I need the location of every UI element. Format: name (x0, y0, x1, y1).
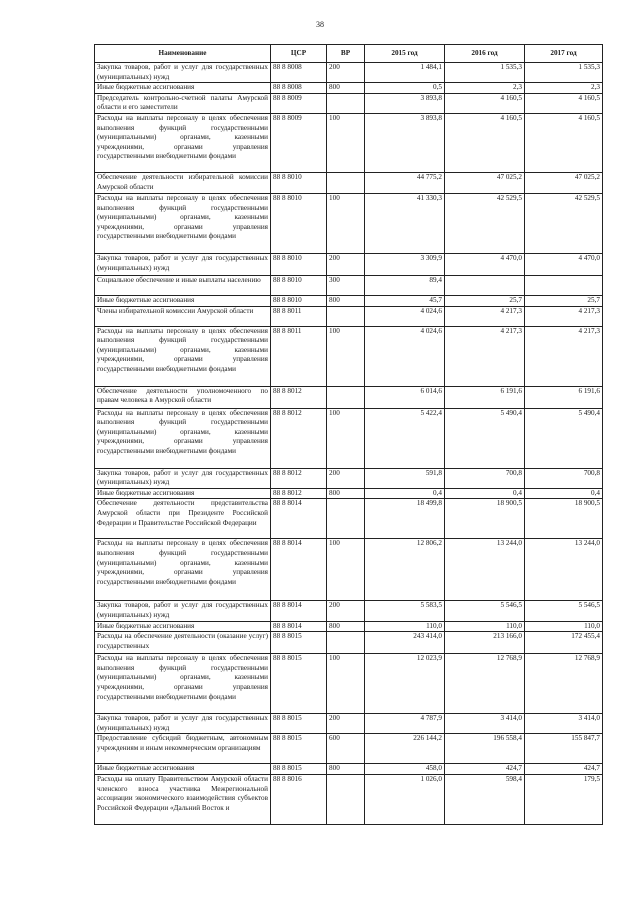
table-row (95, 632, 603, 654)
budget-table (94, 44, 603, 825)
row-2016: 13 244,0 (445, 539, 525, 601)
row-csr: 88 8 8015 (271, 714, 327, 734)
row-vr: 200 (327, 468, 365, 488)
row-vr (327, 632, 365, 654)
row-csr: 88 8 8010 (271, 275, 327, 295)
row-2017: 5 490,4 (525, 408, 603, 468)
row-name: Закупка товаров, работ и услуг для государственных (муниципальных) нужд (95, 601, 271, 621)
row-2016: 18 900,5 (445, 499, 525, 539)
row-2015: 12 023,9 (365, 654, 445, 714)
row-2015: 243 414,0 (365, 632, 445, 654)
row-vr (327, 386, 365, 408)
row-2017: 4 217,3 (525, 326, 603, 386)
table-row (95, 295, 603, 306)
row-name: Расходы на выплаты персоналу в целях обеспечения выполнения функций государственными (муниципальными) органами, казенными учреждениями, органами управления государственными внебюджетными фондами (95, 408, 271, 468)
row-2015: 41 330,3 (365, 193, 445, 253)
row-name: Обеспечение деятельности избирательной комиссии Амурской области (95, 172, 271, 193)
row-2015: 0,5 (365, 83, 445, 94)
row-2015: 5 583,5 (365, 601, 445, 621)
row-2016: 424,7 (445, 764, 525, 775)
table-row (95, 306, 603, 326)
row-2016: 0,4 (445, 488, 525, 499)
row-vr: 200 (327, 601, 365, 621)
table-row (95, 734, 603, 764)
row-2017: 47 025,2 (525, 172, 603, 193)
row-csr: 88 8 8012 (271, 468, 327, 488)
row-vr (327, 499, 365, 539)
row-vr: 100 (327, 654, 365, 714)
row-2017: 25,7 (525, 295, 603, 306)
row-2017: 6 191,6 (525, 386, 603, 408)
row-2016: 4 217,3 (445, 306, 525, 326)
table-row (95, 275, 603, 295)
row-2017: 1 535,3 (525, 63, 603, 83)
row-vr: 100 (327, 193, 365, 253)
row-name: Расходы на обеспечение деятельности (оказание услуг) государственных (95, 632, 271, 654)
table-row (95, 468, 603, 488)
row-name: Закупка товаров, работ и услуг для государственных (муниципальных) нужд (95, 468, 271, 488)
table-row (95, 654, 603, 714)
row-2016: 2,3 (445, 83, 525, 94)
row-2017: 700,8 (525, 468, 603, 488)
row-2017: 110,0 (525, 621, 603, 632)
row-csr: 88 8 8012 (271, 408, 327, 468)
row-2017: 2,3 (525, 83, 603, 94)
row-2017: 0,4 (525, 488, 603, 499)
row-vr: 200 (327, 253, 365, 275)
row-name: Расходы на выплаты персоналу в целях обеспечения выполнения функций государственными (муниципальными) органами, казенными учреждениями, органами управления государственными внебюджетными фондами (95, 326, 271, 386)
row-2015: 4 024,6 (365, 306, 445, 326)
row-csr: 88 8 8015 (271, 654, 327, 714)
page-number: 38 (316, 20, 324, 29)
row-name: Иные бюджетные ассигнования (95, 295, 271, 306)
row-csr: 88 8 8012 (271, 386, 327, 408)
header-2017: 2017 год (525, 45, 603, 63)
row-2015: 0,4 (365, 488, 445, 499)
row-2016: 6 191,6 (445, 386, 525, 408)
row-csr: 88 8 8014 (271, 621, 327, 632)
row-2015: 44 775,2 (365, 172, 445, 193)
table-row (95, 193, 603, 253)
row-2015: 3 893,8 (365, 113, 445, 172)
table-row (95, 93, 603, 113)
row-csr: 88 8 8010 (271, 295, 327, 306)
row-2015: 3 309,9 (365, 253, 445, 275)
row-vr: 100 (327, 326, 365, 386)
row-2016: 5 546,5 (445, 601, 525, 621)
row-2017: 155 847,7 (525, 734, 603, 764)
row-2016: 42 529,5 (445, 193, 525, 253)
row-vr: 100 (327, 539, 365, 601)
row-vr: 800 (327, 621, 365, 632)
row-name: Обеспечение деятельности уполномоченного по правам человека в Амурской области (95, 386, 271, 408)
row-name: Предоставление субсидий бюджетным, автономным учреждениям и иным некоммерческим организациям (95, 734, 271, 764)
table-row (95, 63, 603, 83)
row-vr: 200 (327, 63, 365, 83)
row-2016: 213 166,0 (445, 632, 525, 654)
row-name: Расходы на выплаты персоналу в целях обеспечения выполнения функций государственными (муниципальными) органами, казенными учреждениями, органами управления государственными внебюджетными фондами (95, 113, 271, 172)
row-vr: 800 (327, 83, 365, 94)
row-2015: 45,7 (365, 295, 445, 306)
row-name: Социальное обеспечение и иные выплаты населению (95, 275, 271, 295)
row-csr: 88 8 8010 (271, 253, 327, 275)
row-2017: 4 160,5 (525, 113, 603, 172)
table-row (95, 386, 603, 408)
table-header-row (95, 45, 603, 63)
row-2017: 424,7 (525, 764, 603, 775)
row-2017: 4 160,5 (525, 93, 603, 113)
header-csr: ЦСР (271, 45, 327, 63)
table-row (95, 714, 603, 734)
row-csr: 88 8 8011 (271, 326, 327, 386)
row-csr: 88 8 8011 (271, 306, 327, 326)
row-2015: 4 787,9 (365, 714, 445, 734)
row-vr (327, 172, 365, 193)
row-2015: 458,0 (365, 764, 445, 775)
row-vr (327, 774, 365, 824)
row-2015: 18 499,8 (365, 499, 445, 539)
row-csr: 88 8 8014 (271, 499, 327, 539)
row-2016 (445, 275, 525, 295)
row-name: Иные бюджетные ассигнования (95, 764, 271, 775)
row-2017: 3 414,0 (525, 714, 603, 734)
row-csr: 88 8 8008 (271, 63, 327, 83)
row-name: Расходы на оплату Правительством Амурской области членского взноса участника Межрегиональной ассоциации экономического взаимодействия субъектов Российской Федерации «Дальний Восток и (95, 774, 271, 824)
row-vr (327, 306, 365, 326)
row-2015: 591,8 (365, 468, 445, 488)
table-row (95, 326, 603, 386)
row-2016: 4 470,0 (445, 253, 525, 275)
row-2017: 4 217,3 (525, 306, 603, 326)
row-2015: 4 024,6 (365, 326, 445, 386)
row-name: Обеспечение деятельности представительства Амурской области при Президенте Российской Федерации и Правительстве Российской Федерации (95, 499, 271, 539)
row-name: Иные бюджетные ассигнования (95, 621, 271, 632)
row-name: Закупка товаров, работ и услуг для государственных (муниципальных) нужд (95, 63, 271, 83)
header-2016: 2016 год (445, 45, 525, 63)
row-2016: 4 217,3 (445, 326, 525, 386)
table-row (95, 621, 603, 632)
row-2015: 3 893,8 (365, 93, 445, 113)
table-row (95, 499, 603, 539)
row-csr: 88 8 8010 (271, 193, 327, 253)
row-vr (327, 93, 365, 113)
row-2015: 1 026,0 (365, 774, 445, 824)
row-2016: 47 025,2 (445, 172, 525, 193)
row-2016: 598,4 (445, 774, 525, 824)
row-name: Члены избирательной комиссии Амурской области (95, 306, 271, 326)
row-csr: 88 8 8015 (271, 632, 327, 654)
row-name: Закупка товаров, работ и услуг для государственных (муниципальных) нужд (95, 253, 271, 275)
row-2015: 226 144,2 (365, 734, 445, 764)
table-row (95, 774, 603, 824)
row-name: Иные бюджетные ассигнования (95, 83, 271, 94)
row-vr: 200 (327, 714, 365, 734)
table-row (95, 601, 603, 621)
row-2017: 42 529,5 (525, 193, 603, 253)
row-name: Расходы на выплаты персоналу в целях обеспечения выполнения функций государственными (муниципальными) органами, казенными учреждениями, органами управления государственными внебюджетными фондами (95, 654, 271, 714)
table-row (95, 539, 603, 601)
row-csr: 88 8 8014 (271, 539, 327, 601)
row-2016: 25,7 (445, 295, 525, 306)
row-2016: 700,8 (445, 468, 525, 488)
row-2016: 5 490,4 (445, 408, 525, 468)
table-row (95, 488, 603, 499)
header-2015: 2015 год (365, 45, 445, 63)
row-2015: 5 422,4 (365, 408, 445, 468)
row-2016: 110,0 (445, 621, 525, 632)
row-2015: 110,0 (365, 621, 445, 632)
row-2017: 18 900,5 (525, 499, 603, 539)
row-csr: 88 8 8016 (271, 774, 327, 824)
row-csr: 88 8 8009 (271, 93, 327, 113)
table-row (95, 253, 603, 275)
row-vr: 800 (327, 295, 365, 306)
row-2017: 179,5 (525, 774, 603, 824)
row-2016: 12 768,9 (445, 654, 525, 714)
table-row (95, 113, 603, 172)
row-2017 (525, 275, 603, 295)
row-2015: 1 484,1 (365, 63, 445, 83)
row-vr: 800 (327, 764, 365, 775)
row-2017: 12 768,9 (525, 654, 603, 714)
row-2017: 13 244,0 (525, 539, 603, 601)
row-name: Закупка товаров, работ и услуг для государственных (муниципальных) нужд (95, 714, 271, 734)
table-row (95, 172, 603, 193)
row-2016: 196 558,4 (445, 734, 525, 764)
header-vr: ВР (327, 45, 365, 63)
row-csr: 88 8 8010 (271, 172, 327, 193)
row-name: Расходы на выплаты персоналу в целях обеспечения выполнения функций государственными (муниципальными) органами, казенными учреждениями, органами управления государственными внебюджетными фондами (95, 193, 271, 253)
row-name: Расходы на выплаты персоналу в целях обеспечения выполнения функций государственными (муниципальными) органами, казенными учреждениями, органами управления государственными внебюджетными фондами (95, 539, 271, 601)
row-vr: 600 (327, 734, 365, 764)
row-name: Иные бюджетные ассигнования (95, 488, 271, 499)
row-vr: 100 (327, 113, 365, 172)
row-2015: 89,4 (365, 275, 445, 295)
table-row (95, 83, 603, 94)
row-2016: 1 535,3 (445, 63, 525, 83)
row-2016: 4 160,5 (445, 113, 525, 172)
row-csr: 88 8 8014 (271, 601, 327, 621)
row-2015: 12 806,2 (365, 539, 445, 601)
row-csr: 88 8 8009 (271, 113, 327, 172)
row-csr: 88 8 8015 (271, 734, 327, 764)
row-2017: 5 546,5 (525, 601, 603, 621)
row-2016: 4 160,5 (445, 93, 525, 113)
table-row (95, 764, 603, 775)
row-2016: 3 414,0 (445, 714, 525, 734)
row-2017: 172 455,4 (525, 632, 603, 654)
row-2015: 6 014,6 (365, 386, 445, 408)
row-vr: 100 (327, 408, 365, 468)
row-csr: 88 8 8015 (271, 764, 327, 775)
row-name: Председатель контрольно-счетной палаты Амурской области и его заместители (95, 93, 271, 113)
row-csr: 88 8 8008 (271, 83, 327, 94)
row-csr: 88 8 8012 (271, 488, 327, 499)
header-name: Наименование (95, 45, 271, 63)
row-2017: 4 470,0 (525, 253, 603, 275)
row-vr: 300 (327, 275, 365, 295)
table-row (95, 408, 603, 468)
row-vr: 800 (327, 488, 365, 499)
